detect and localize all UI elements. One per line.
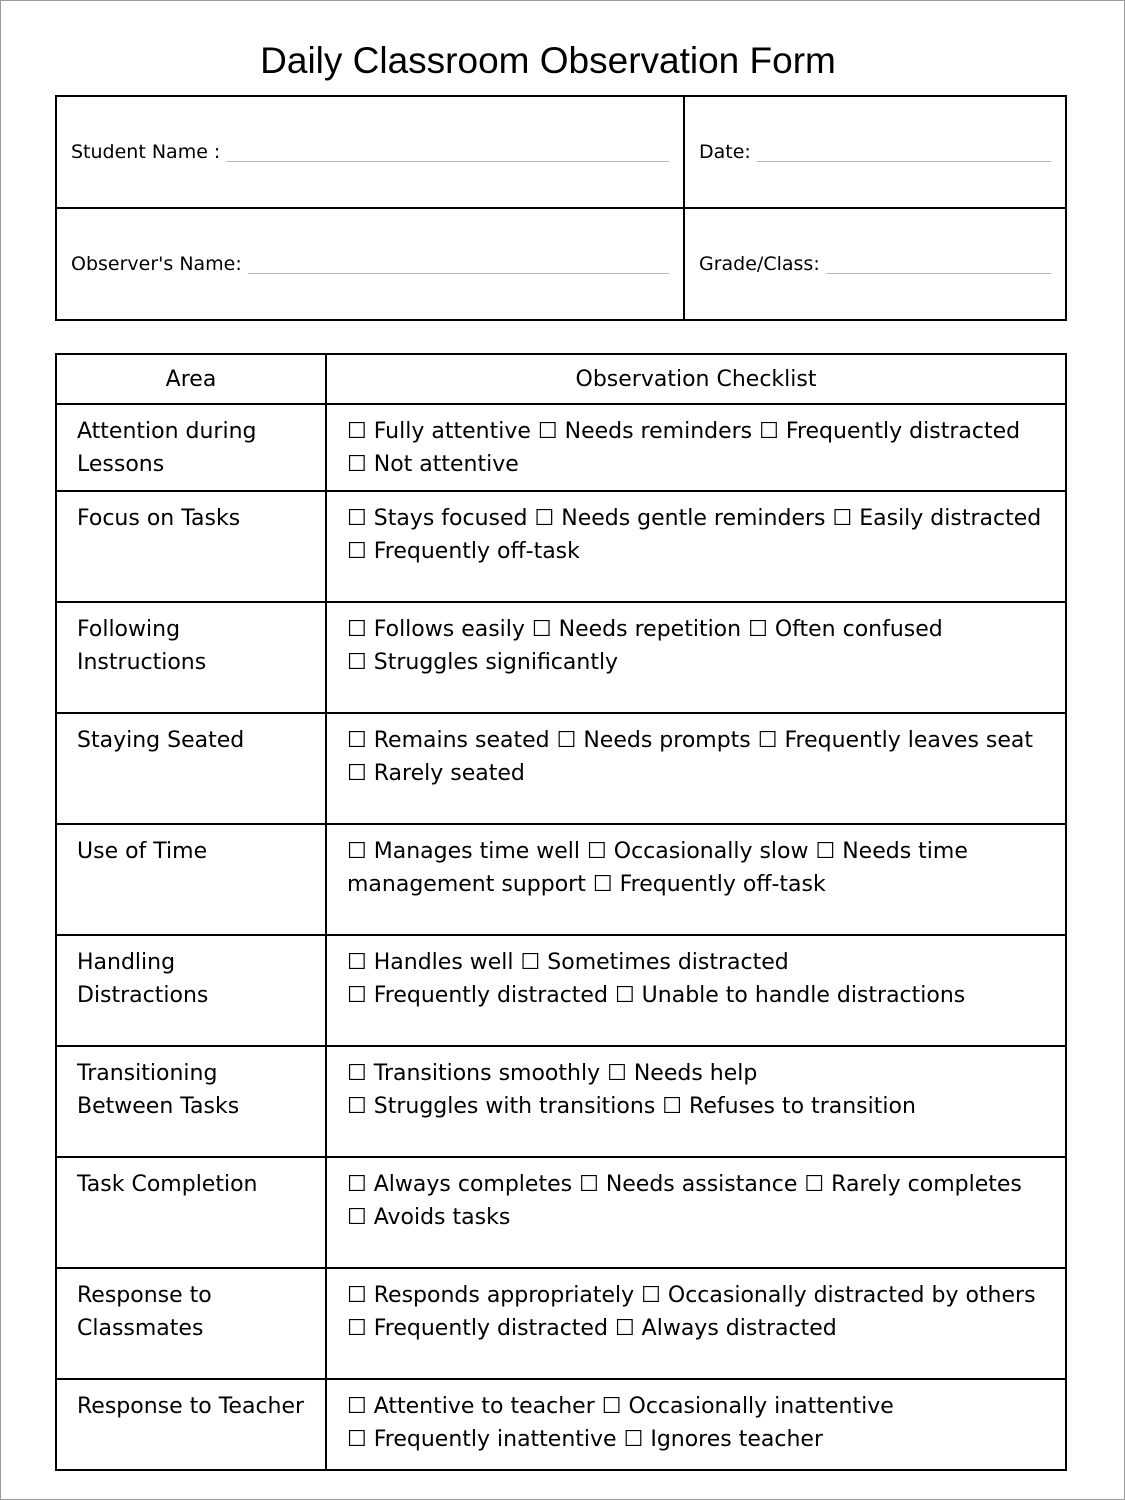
checklist-option-label: Frequently distracted bbox=[785, 419, 1021, 444]
checklist-option[interactable] bbox=[347, 1427, 617, 1452]
checklist-option-label: Refuses to transition bbox=[689, 1094, 916, 1119]
checklist-option-label: Attentive to teacher bbox=[373, 1394, 595, 1419]
checkbox-icon[interactable]: ☐ bbox=[347, 1283, 367, 1308]
checkbox-icon[interactable]: ☐ bbox=[347, 506, 367, 531]
date-cell[interactable] bbox=[684, 96, 1066, 208]
checklist-option[interactable] bbox=[347, 617, 525, 642]
checkbox-icon[interactable]: ☐ bbox=[347, 1205, 367, 1230]
checkbox-icon[interactable]: ☐ bbox=[347, 950, 367, 975]
area-cell: Attention during Lessons bbox=[56, 404, 326, 491]
checklist-option[interactable] bbox=[662, 1094, 916, 1119]
checkbox-icon[interactable]: ☐ bbox=[757, 728, 778, 753]
checkbox-icon[interactable]: ☐ bbox=[531, 617, 552, 642]
checklist-option[interactable] bbox=[347, 1394, 595, 1419]
checklist-option-label: Frequently off-task bbox=[373, 539, 580, 564]
checklist-option[interactable] bbox=[538, 419, 752, 444]
date-label: Date: bbox=[699, 141, 751, 163]
student-name-cell[interactable] bbox=[56, 96, 684, 208]
checkbox-icon[interactable]: ☐ bbox=[347, 539, 367, 564]
checkbox-icon[interactable]: ☐ bbox=[347, 1061, 367, 1086]
checklist-option[interactable] bbox=[579, 1172, 797, 1197]
checklist-option[interactable] bbox=[347, 419, 531, 444]
table-row bbox=[56, 1268, 1066, 1379]
area-cell: Staying Seated bbox=[56, 713, 326, 824]
grade-class-label: Grade/Class: bbox=[699, 253, 820, 275]
checklist-option[interactable] bbox=[615, 983, 965, 1008]
checkbox-icon[interactable]: ☐ bbox=[347, 1172, 367, 1197]
observation-table bbox=[55, 353, 1067, 1471]
checkbox-icon[interactable]: ☐ bbox=[556, 728, 577, 753]
table-row bbox=[56, 1379, 1066, 1470]
checkbox-icon[interactable]: ☐ bbox=[347, 1316, 367, 1341]
area-cell: Following Instructions bbox=[56, 602, 326, 713]
checkbox-icon[interactable]: ☐ bbox=[537, 419, 558, 444]
area-cell: Focus on Tasks bbox=[56, 491, 326, 602]
checkbox-icon[interactable]: ☐ bbox=[815, 839, 836, 864]
checklist-option-label: Often confused bbox=[774, 617, 943, 642]
checkbox-icon[interactable]: ☐ bbox=[520, 950, 541, 975]
checklist-option[interactable] bbox=[347, 983, 608, 1008]
checklist-option[interactable] bbox=[347, 1094, 655, 1119]
checklist-option-label: Frequently leaves seat bbox=[784, 728, 1034, 753]
checklist-cell bbox=[326, 713, 1066, 824]
area-cell: Transitioning Between Tasks bbox=[56, 1046, 326, 1157]
checkbox-icon[interactable]: ☐ bbox=[662, 1094, 683, 1119]
checkbox-icon[interactable]: ☐ bbox=[804, 1172, 825, 1197]
table-row bbox=[56, 713, 1066, 824]
table-row bbox=[56, 824, 1066, 935]
checklist-option-label: Needs time management support bbox=[347, 839, 968, 897]
checklist-option[interactable] bbox=[521, 950, 789, 975]
checkbox-icon[interactable]: ☐ bbox=[347, 617, 367, 642]
checklist-option[interactable] bbox=[347, 761, 525, 786]
checklist-option-label: Stays focused bbox=[373, 506, 528, 531]
student-name-label: Student Name : bbox=[71, 141, 221, 163]
table-row bbox=[56, 491, 1066, 602]
checklist-option-label: Rarely completes bbox=[831, 1172, 1022, 1197]
checklist-option[interactable] bbox=[347, 839, 580, 864]
checklist-cell bbox=[326, 824, 1066, 935]
checklist-option-label: Needs assistance bbox=[605, 1172, 798, 1197]
checklist-option[interactable] bbox=[535, 506, 826, 531]
header-area: Area bbox=[56, 354, 326, 404]
checklist-option-label: Remains seated bbox=[373, 728, 550, 753]
observation-table-body bbox=[56, 404, 1066, 1470]
observer-name-line[interactable] bbox=[248, 272, 669, 274]
checklist-cell bbox=[326, 1268, 1066, 1379]
checklist-option[interactable] bbox=[347, 539, 580, 564]
checklist-cell bbox=[326, 602, 1066, 713]
checklist-option-label: Unable to handle distractions bbox=[641, 983, 966, 1008]
checkbox-icon[interactable]: ☐ bbox=[347, 839, 367, 864]
checklist-option-label: Always distracted bbox=[641, 1316, 837, 1341]
checklist-option-label: Responds appropriately bbox=[373, 1283, 635, 1308]
checklist-option[interactable] bbox=[758, 728, 1033, 753]
checklist-cell bbox=[326, 404, 1066, 491]
info-row bbox=[56, 208, 1066, 320]
checkbox-icon[interactable]: ☐ bbox=[587, 839, 607, 864]
area-cell: Response to Classmates bbox=[56, 1268, 326, 1379]
table-row bbox=[56, 404, 1066, 491]
checklist-option-label: Follows easily bbox=[373, 617, 525, 642]
checklist-option-label: Manages time well bbox=[373, 839, 581, 864]
checklist-option-label: Avoids tasks bbox=[373, 1205, 511, 1230]
checkbox-icon[interactable]: ☐ bbox=[347, 983, 367, 1008]
checklist-option[interactable] bbox=[602, 1394, 894, 1419]
grade-class-cell[interactable] bbox=[684, 208, 1066, 320]
checklist-option[interactable] bbox=[607, 1061, 757, 1086]
checklist-option[interactable] bbox=[832, 506, 1041, 531]
checklist-option-label: Needs help bbox=[633, 1061, 758, 1086]
form-title: Daily Classroom Observation Form bbox=[260, 40, 836, 81]
checklist-option[interactable] bbox=[347, 1283, 634, 1308]
checklist-cell bbox=[326, 1046, 1066, 1157]
checklist-option-label: Easily distracted bbox=[859, 506, 1042, 531]
checklist-option-label: Transitions smoothly bbox=[373, 1061, 601, 1086]
checklist-option[interactable] bbox=[347, 1316, 608, 1341]
info-row bbox=[56, 96, 1066, 208]
checkbox-icon[interactable]: ☐ bbox=[534, 506, 555, 531]
checkbox-icon[interactable]: ☐ bbox=[832, 506, 853, 531]
checkbox-icon[interactable]: ☐ bbox=[748, 617, 768, 642]
checklist-option[interactable] bbox=[532, 617, 741, 642]
area-cell: Handling Distractions bbox=[56, 935, 326, 1046]
checkbox-icon[interactable]: ☐ bbox=[614, 1316, 635, 1341]
checklist-option-label: Always completes bbox=[373, 1172, 573, 1197]
checklist-option[interactable] bbox=[347, 950, 514, 975]
checklist-option[interactable] bbox=[624, 1427, 823, 1452]
area-cell: Response to Teacher bbox=[56, 1379, 326, 1470]
checkbox-icon[interactable]: ☐ bbox=[592, 872, 613, 897]
checkbox-icon[interactable]: ☐ bbox=[347, 728, 367, 753]
checkbox-icon[interactable]: ☐ bbox=[623, 1427, 644, 1452]
table-header-row bbox=[56, 354, 1066, 404]
checkbox-icon[interactable]: ☐ bbox=[614, 983, 635, 1008]
checklist-option-label: Ignores teacher bbox=[650, 1427, 823, 1452]
checkbox-icon[interactable]: ☐ bbox=[347, 761, 367, 786]
checklist-cell bbox=[326, 1379, 1066, 1470]
checklist-option-label: Struggles with transitions bbox=[373, 1094, 656, 1119]
checklist-option[interactable] bbox=[557, 728, 751, 753]
checklist-option[interactable] bbox=[347, 1172, 572, 1197]
checklist-option[interactable] bbox=[593, 872, 826, 897]
checklist-option-label: Frequently distracted bbox=[373, 983, 608, 1008]
checklist-option[interactable] bbox=[347, 728, 550, 753]
checklist-option-label: Needs prompts bbox=[583, 728, 751, 753]
checklist-option-label: Fully attentive bbox=[373, 419, 531, 444]
checklist-option[interactable] bbox=[615, 1316, 837, 1341]
checkbox-icon[interactable]: ☐ bbox=[759, 419, 779, 444]
table-row bbox=[56, 602, 1066, 713]
checklist-option-label: Frequently inattentive bbox=[373, 1427, 617, 1452]
checkbox-icon[interactable]: ☐ bbox=[347, 650, 367, 675]
checklist-cell bbox=[326, 935, 1066, 1046]
checkbox-icon[interactable]: ☐ bbox=[347, 1094, 367, 1119]
checklist-option[interactable] bbox=[587, 839, 808, 864]
checkbox-icon[interactable]: ☐ bbox=[347, 1427, 367, 1452]
checkbox-icon[interactable]: ☐ bbox=[579, 1172, 599, 1197]
info-table bbox=[55, 95, 1067, 321]
observer-name-label: Observer's Name: bbox=[71, 253, 242, 275]
checklist-option[interactable] bbox=[641, 1283, 1035, 1308]
checkbox-icon[interactable]: ☐ bbox=[347, 452, 367, 477]
checkbox-icon[interactable]: ☐ bbox=[601, 1394, 622, 1419]
checklist-option[interactable] bbox=[347, 452, 519, 477]
area-cell: Use of Time bbox=[56, 824, 326, 935]
checklist-option-label: Handles well bbox=[373, 950, 514, 975]
checkbox-icon[interactable]: ☐ bbox=[347, 1394, 367, 1419]
checklist-option[interactable] bbox=[347, 1061, 600, 1086]
table-row bbox=[56, 935, 1066, 1046]
checklist-option-label: Frequently distracted bbox=[373, 1316, 608, 1341]
checklist-option[interactable] bbox=[347, 650, 618, 675]
checkbox-icon[interactable]: ☐ bbox=[347, 419, 367, 444]
header-observation-checklist: Observation Checklist bbox=[326, 354, 1066, 404]
checklist-option-label: Sometimes distracted bbox=[547, 950, 789, 975]
checklist-option[interactable] bbox=[347, 1205, 510, 1230]
checklist-option[interactable] bbox=[347, 506, 528, 531]
checklist-option[interactable] bbox=[759, 419, 1020, 444]
grade-class-line[interactable] bbox=[826, 272, 1051, 274]
student-name-line[interactable] bbox=[226, 160, 669, 162]
checklist-option-label: Rarely seated bbox=[373, 761, 525, 786]
checklist-option-label: Frequently off-task bbox=[619, 872, 826, 897]
checklist-option-label: Occasionally slow bbox=[613, 839, 809, 864]
checklist-option[interactable] bbox=[748, 617, 943, 642]
checklist-option[interactable] bbox=[804, 1172, 1021, 1197]
table-row bbox=[56, 1157, 1066, 1268]
checklist-cell bbox=[326, 1157, 1066, 1268]
observer-name-cell[interactable] bbox=[56, 208, 684, 320]
date-line[interactable] bbox=[757, 160, 1051, 162]
checklist-option-label: Not attentive bbox=[373, 452, 519, 477]
checklist-option-label: Needs gentle reminders bbox=[561, 506, 826, 531]
checklist-option-label: Struggles significantly bbox=[373, 650, 619, 675]
checklist-option-label: Occasionally distracted by others bbox=[667, 1283, 1036, 1308]
checklist-cell bbox=[326, 491, 1066, 602]
checklist-option-label: Occasionally inattentive bbox=[628, 1394, 894, 1419]
area-cell: Task Completion bbox=[56, 1157, 326, 1268]
table-row bbox=[56, 1046, 1066, 1157]
checkbox-icon[interactable]: ☐ bbox=[641, 1283, 661, 1308]
checklist-option-label: Needs reminders bbox=[564, 419, 753, 444]
checklist-option-label: Needs repetition bbox=[558, 617, 742, 642]
checkbox-icon[interactable]: ☐ bbox=[607, 1061, 627, 1086]
